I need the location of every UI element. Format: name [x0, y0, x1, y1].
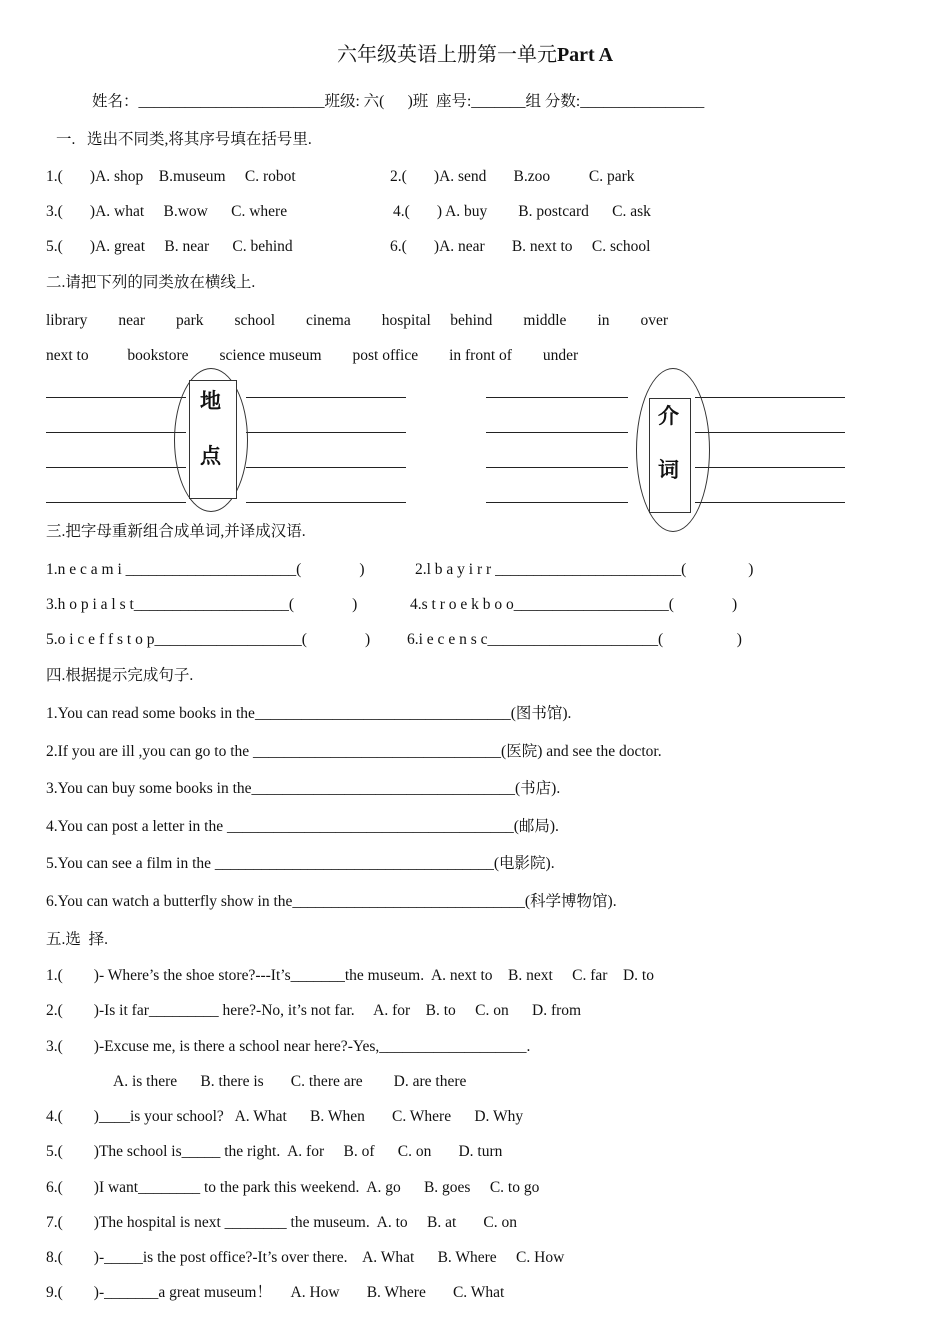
title-cn: 六年级英语上册第一单元: [336, 44, 557, 66]
title-en: Part A: [556, 44, 614, 66]
blank-line: [46, 502, 186, 503]
s3-question-4: 4.s t r o e k b o o____________________( ): [410, 596, 738, 613]
s5-question-9: 9.( )-_______a great museum！ A. How B. Where C. What: [46, 1284, 505, 1301]
s5-question-2: 2.( )-Is it far_________ here?-No, it’s not far. A. for B. to C. on D. from: [46, 1002, 582, 1019]
blank-line: [246, 432, 406, 433]
blank-line: [246, 397, 406, 398]
section-5-heading: 五.选 择.: [46, 931, 109, 948]
blank-line: [695, 502, 845, 503]
s5-question-8: 8.( )-_____is the post office?-It’s over there. A. What B. Where C. How: [46, 1249, 565, 1266]
s5-question-4: 4.( )____is your school? A. What B. When C. Where D. Why: [46, 1108, 524, 1125]
s4-question-5: 5.You can see a film in the ____________________________________(电影院).: [46, 855, 555, 872]
word-bank-row-1: library near park school cinema hospital behind middle in over: [46, 312, 669, 329]
s4-question-6: 6.You can watch a butterfly show in the______________________________(科学博物馆).: [46, 893, 617, 910]
blank-line: [246, 502, 406, 503]
s5-question-6: 6.( )I want________ to the park this weekend. A. go B. goes C. to go: [46, 1179, 540, 1196]
preposition-char-1: 介: [658, 404, 679, 428]
blank-line: [695, 397, 845, 398]
s5-question-5: 5.( )The school is_____ the right. A. for B. of C. on D. turn: [46, 1143, 503, 1160]
blank-line: [486, 467, 628, 468]
s3-question-3: 3.h o p i a l s t____________________( ): [46, 596, 358, 613]
s3-question-5: 5.o i c e f f s t o p___________________( ): [46, 631, 371, 648]
page-title: [0, 45, 950, 65]
blank-line: [695, 467, 845, 468]
s5-question-1: 1.( )- Where’s the shoe store?---It’s_______the museum. A. next to B. next C. far D. to: [46, 967, 654, 984]
preposition-char-2: 词: [658, 458, 679, 482]
s1-question-1: 1.( )A. shop B.museum C. robot: [46, 168, 296, 185]
s1-question-5: 5.( )A. great B. near C. behind: [46, 238, 293, 255]
s5-question-3: 3.( )-Excuse me, is there a school near here?-Yes,___________________.: [46, 1038, 531, 1055]
s5-question-7: 7.( )The hospital is next ________ the museum. A. to B. at C. on: [46, 1214, 517, 1231]
s5-question-3-options: A. is there B. there is C. there are D. are there: [113, 1073, 467, 1090]
section-3-heading: 三.把字母重新组合成单词,并译成汉语.: [46, 523, 306, 540]
blank-line: [246, 467, 406, 468]
blank-line: [486, 432, 628, 433]
s3-question-2: 2.l b a y i r r ________________________( ): [415, 561, 754, 578]
student-info-line: 姓名：________________________班级: 六( )班 座号:_______组 分数:________________: [92, 93, 705, 110]
s1-question-6: 6.( )A. near B. next to C. school: [390, 238, 651, 255]
s1-question-2: 2.( )A. send B.zoo C. park: [390, 168, 635, 185]
blank-line: [46, 397, 186, 398]
section-1-heading: 一. 选出不同类,将其序号填在括号里.: [56, 131, 312, 148]
place-char-1: 地: [200, 389, 221, 413]
s1-question-4: 4.( ) A. buy B. postcard C. ask: [393, 203, 651, 220]
place-char-2: 点: [200, 444, 221, 468]
blank-line: [46, 467, 186, 468]
s3-question-1: 1.n e c a m i ______________________( ): [46, 561, 365, 578]
blank-line: [486, 502, 628, 503]
blank-line: [695, 432, 845, 433]
s4-question-2: 2.If you are ill ,you can go to the ________________________________(医院) and see the doctor.: [46, 743, 662, 760]
s4-question-1: 1.You can read some books in the_________________________________(图书馆).: [46, 705, 572, 722]
s4-question-4: 4.You can post a letter in the _____________________________________(邮局).: [46, 818, 559, 835]
blank-line: [486, 397, 628, 398]
section-4-heading: 四.根据提示完成句子.: [46, 667, 194, 684]
s1-question-3: 3.( )A. what B.wow C. where: [46, 203, 288, 220]
section-2-heading: 二.请把下列的同类放在横线上.: [46, 274, 256, 291]
word-bank-row-2: next to bookstore science museum post office in front of under: [46, 347, 579, 364]
blank-line: [46, 432, 186, 433]
s3-question-6: 6.i e c e n s c______________________( ): [407, 631, 742, 648]
s4-question-3: 3.You can buy some books in the__________________________________(书店).: [46, 780, 561, 797]
